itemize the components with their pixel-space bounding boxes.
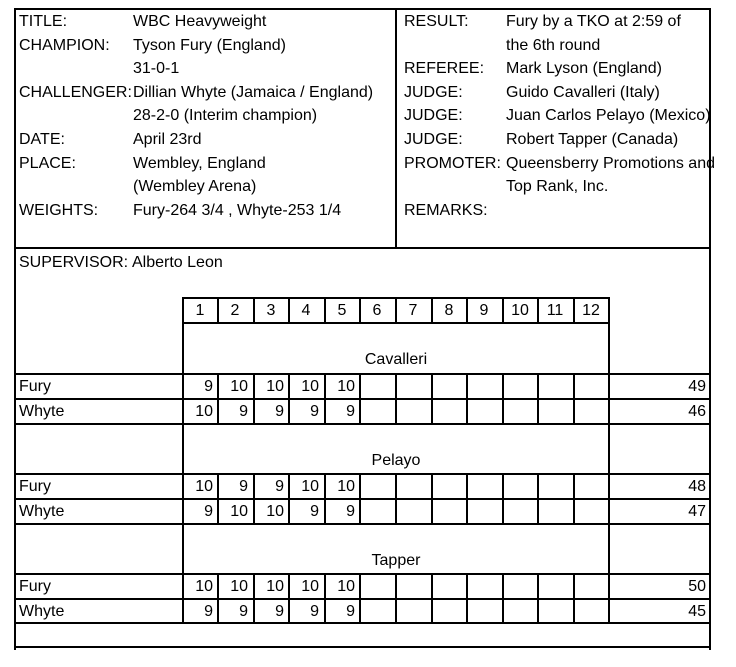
score-col-line [395, 573, 397, 624]
score-row-line [14, 398, 711, 400]
info-label: CHALLENGER: [19, 83, 132, 101]
info-value: the 6th round [506, 36, 601, 54]
fighter-name: Fury [19, 478, 51, 495]
round-number: 8 [444, 302, 454, 319]
info-label: PLACE: [19, 154, 76, 172]
supervisor-label: SUPERVISOR: [19, 254, 129, 271]
info-value: Mark Lyson (England) [506, 60, 662, 78]
info-value: Queensberry Promotions and [506, 154, 715, 172]
round-score: 10 [230, 378, 248, 395]
round-number: 2 [230, 302, 240, 319]
fighter-name: Whyte [19, 603, 65, 620]
info-value: Fury-264 3/4 , Whyte-253 1/4 [133, 201, 342, 219]
left-border [14, 8, 16, 650]
header-divider [14, 247, 711, 249]
info-value: Tyson Fury (England) [133, 36, 286, 54]
top-border [14, 8, 711, 10]
round-score: 9 [204, 378, 213, 395]
round-score: 10 [195, 478, 213, 495]
round-number: 1 [195, 302, 205, 319]
info-value: 28-2-0 (Interim champion) [133, 107, 318, 125]
info-label: CHAMPION: [19, 36, 110, 54]
info-label: RESULT: [404, 13, 469, 30]
score-col-line [431, 373, 433, 425]
score-row-line [14, 498, 711, 500]
score-col-line [502, 573, 504, 624]
info-value: Juan Carlos Pelayo (Mexico) [506, 107, 711, 125]
round-score: 10 [266, 378, 284, 395]
round-score: 10 [266, 578, 284, 595]
round-score: 10 [195, 578, 213, 595]
score-total: 48 [688, 478, 706, 495]
info-value: Guido Cavalleri (Italy) [506, 83, 660, 101]
info-label: WEIGHTS: [19, 201, 99, 219]
score-total: 50 [688, 578, 706, 595]
score-col-line [466, 373, 468, 425]
info-value: (Wembley Arena) [133, 178, 257, 196]
info-label: JUDGE: [404, 107, 463, 125]
round-score: 9 [239, 603, 248, 620]
score-row-line [14, 573, 711, 575]
info-value: Dillian Whyte (Jamaica / England) [133, 83, 374, 101]
round-number: 4 [301, 302, 311, 319]
score-row-line [14, 473, 711, 475]
round-score: 9 [346, 603, 355, 620]
fighter-name: Fury [19, 378, 51, 395]
score-total: 45 [688, 603, 706, 620]
score-col-line [359, 573, 361, 624]
info-label: JUDGE: [404, 83, 463, 101]
round-number: 12 [582, 302, 600, 319]
score-total: 46 [688, 403, 706, 420]
score-total: 49 [688, 378, 706, 395]
info-label: REMARKS: [404, 201, 488, 219]
score-row-line [14, 523, 711, 525]
round-score: 9 [204, 503, 213, 520]
supervisor-value: Alberto Leon [132, 254, 223, 271]
header-center-divider [395, 8, 397, 249]
round-score: 10 [266, 503, 284, 520]
info-value: Top Rank, Inc. [506, 178, 609, 196]
judge-name: Cavalleri [364, 351, 428, 368]
fighter-name: Whyte [19, 503, 65, 520]
round-number: 10 [511, 302, 529, 319]
score-col-line [573, 473, 575, 525]
info-label: DATE: [19, 131, 65, 148]
bottom-border [14, 646, 711, 648]
round-number: 11 [546, 302, 564, 319]
score-row-line [14, 622, 711, 624]
right-border [709, 8, 711, 650]
score-row-line [14, 423, 711, 425]
score-col-line [431, 473, 433, 525]
score-col-line [359, 473, 361, 525]
round-score: 10 [337, 478, 355, 495]
info-value: April 23rd [133, 131, 202, 148]
round-score: 9 [239, 478, 248, 495]
round-score: 9 [204, 603, 213, 620]
score-col-line [466, 473, 468, 525]
info-label: REFEREE: [404, 60, 485, 78]
round-score: 9 [346, 403, 355, 420]
round-score: 10 [337, 578, 355, 595]
round-score: 9 [310, 403, 319, 420]
score-row-line [14, 598, 711, 600]
score-col-line [537, 573, 539, 624]
score-col-line [573, 573, 575, 624]
round-score: 10 [301, 478, 319, 495]
score-col-line [573, 373, 575, 425]
round-number: 5 [337, 302, 347, 319]
score-col-line [537, 373, 539, 425]
round-score: 9 [275, 403, 284, 420]
score-col-line [395, 373, 397, 425]
fighter-name: Whyte [19, 403, 65, 420]
round-score: 10 [301, 378, 319, 395]
info-value: Wembley, England [133, 154, 266, 172]
score-col-line [502, 473, 504, 525]
round-score: 10 [195, 403, 213, 420]
round-score: 10 [337, 378, 355, 395]
score-col-line [359, 373, 361, 425]
info-label: PROMOTER: [404, 154, 501, 172]
round-score: 9 [275, 603, 284, 620]
info-value: 31-0-1 [133, 60, 180, 78]
round-number: 6 [372, 302, 382, 319]
fighter-name: Fury [19, 578, 51, 595]
score-total: 47 [688, 503, 706, 520]
score-col-line [466, 573, 468, 624]
judge-name: Tapper [371, 552, 421, 569]
round-score: 9 [239, 403, 248, 420]
round-score: 9 [275, 478, 284, 495]
round-number: 9 [479, 302, 489, 319]
round-score: 9 [310, 503, 319, 520]
round-score: 10 [301, 578, 319, 595]
info-value: Robert Tapper (Canada) [506, 131, 679, 148]
score-col-line [537, 473, 539, 525]
info-value: WBC Heavyweight [133, 13, 267, 30]
score-col-line [431, 573, 433, 624]
round-number: 3 [266, 302, 276, 319]
score-row-line [14, 373, 711, 375]
round-score: 10 [230, 503, 248, 520]
score-col-line [502, 373, 504, 425]
info-label: JUDGE: [404, 131, 463, 148]
judge-name: Pelayo [371, 452, 421, 469]
round-score: 9 [346, 503, 355, 520]
round-score: 9 [310, 603, 319, 620]
round-number: 7 [408, 302, 418, 319]
info-label: TITLE: [19, 13, 68, 30]
round-score: 10 [230, 578, 248, 595]
info-value: Fury by a TKO at 2:59 of [506, 13, 681, 30]
score-col-line [395, 473, 397, 525]
